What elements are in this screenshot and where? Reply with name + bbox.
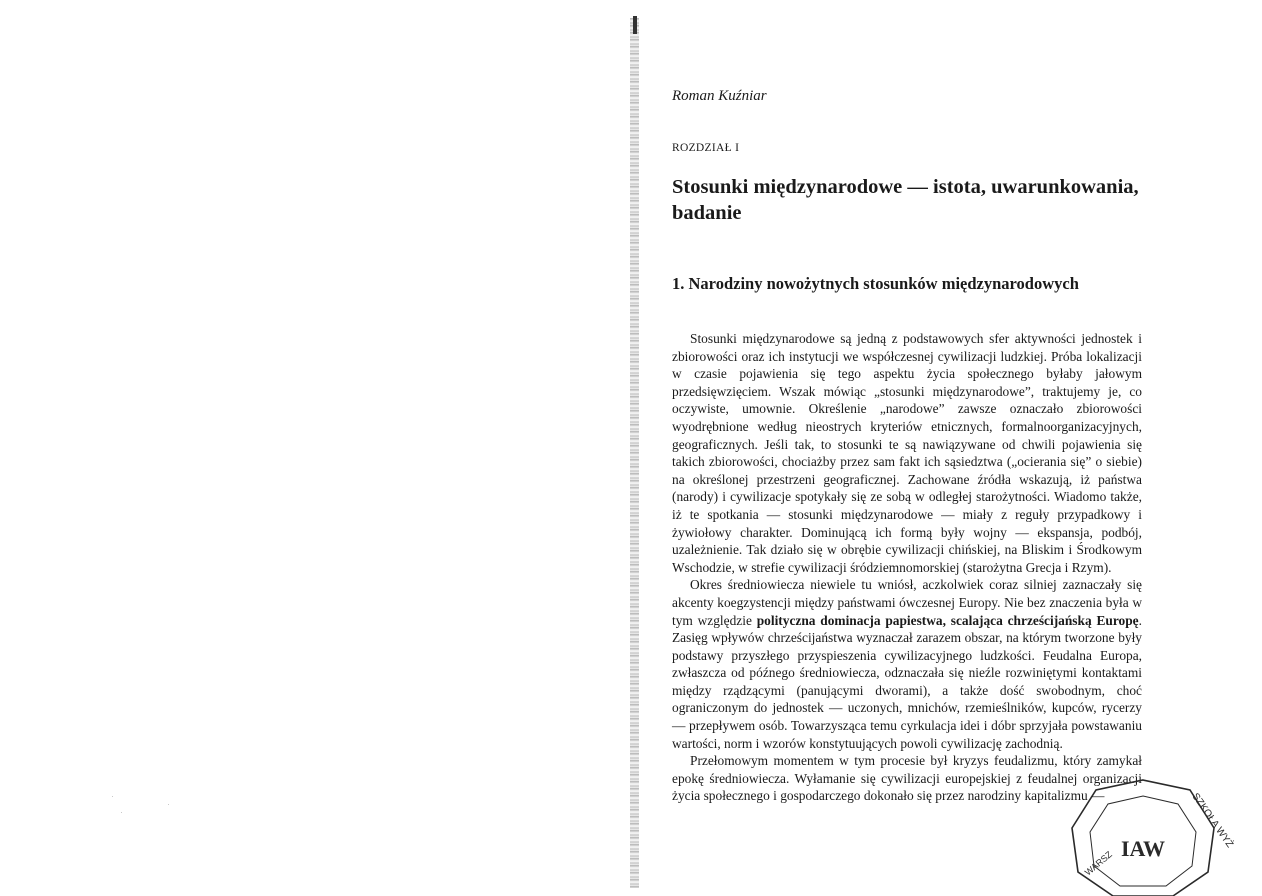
paragraph-3: Przełomowym momentem w tym procesie był kryzys feudalizmu, który zamykał epokę średniowiecza. Wyłamanie się cywilizacji europejskiej z feudalnej organizacji życia społecznego i gospodarczego dokonało się przez narodziny kapitalizmu — xyxy=(672,753,1142,804)
paragraph-1: Stosunki międzynarodowe są jedną z podstawowych sfer aktywności jednostek i zbiorowości oraz ich instytucji we współczesnej cywilizacji ludzkiej. Próba lokalizacji w czasie pojawienia się tego aspektu życia społecznego byłaby jałowym przedsięwzięciem. Wszak mówiąc „stosunki międzynarodowe”, traktujemy je, co oczywiste, umownie. Określenie „narodowe” zawsze oznaczało zbiorowości wyodrębnione według nieostrych kryteriów etnicznych, formalnoorganizacyjnych, geograficznych. Jeśli tak, to stosunki te są nawiązywane od chwili pojawienia się takich zbiorowości, chociażby przez sam fakt ich sąsiedztwa („ocierania się” o siebie) na określonej przestrzeni geograficznej. Zachowane źródła wskazują, iż państwa (narody) i cywilizacje spotykały się ze sobą w odległej starożytności. Wiadomo także, iż te spotkania — stosunki międzynarodowe — miały z reguły przypadkowy i żywiołowy charakter. Dominującą ich formą były wojny — ekspansja, podbój, uzależnienie. Tak działo się w obrębie cywilizacji chińskiej, na Bliskim i Środkowym Wschodzie, w strefie cywilizacji śródziemnomorskiej (starożytna Grecja i Rzym). xyxy=(672,331,1142,575)
chapter-label: ROZDZIAŁ I xyxy=(672,142,740,154)
section-title: 1. Narodziny nowożytnych stosunków międzynarodowych xyxy=(672,274,1079,293)
paper-speck xyxy=(112,796,113,797)
left-blank-page xyxy=(0,0,628,894)
paper-speck xyxy=(168,804,169,805)
chapter-title: Stosunki międzynarodowe — istota, uwarunkowania, badanie xyxy=(672,176,1139,224)
paragraph-2-start: Okres średniowiecza niewiele tu wniósł, aczkolwiek coraz silniej zaznaczały się akcenty koegzystencji między państwami ówczesnej Europy. Nie bez znaczenia była w tym względzie xyxy=(672,577,1142,628)
author-name: Roman Kuźniar xyxy=(672,88,767,104)
paragraph-2-end: . Zasięg wpływów chrześcijaństwa wyznaczał zarazem obszar, na którym tworzone były podstawy przyszłego przyspieszenia cywilizacyjnego ludzkości. Feudalna Europa, zwłaszcza od późnego średniowiecza, odznaczała się nieźle rozwiniętymi kontaktami między rządzącymi (panującymi dworami), a także dość swobodnym, choć ograniczonym do jednostek — uczonych, mnichów, rzemieślników, kupców, rycerzy — przepływem osób. Towarzysząca temu cyrkulacja idei i dóbr sprzyjała powstawaniu wartości, norm i wzorów konstytuujących powoli cywilizację zachodnią. xyxy=(672,612,1142,751)
paragraph-2 xyxy=(672,576,1142,752)
body-text xyxy=(672,330,1142,805)
library-stamp-icon xyxy=(1068,776,1236,896)
book-gutter-mark xyxy=(633,16,637,34)
stamp-top-text: SZKOŁA WYŻ xyxy=(1189,791,1236,850)
stamp-middle-text: IAW xyxy=(1120,836,1166,861)
paragraph-2-emphasis: polityczna dominacja papiestwa, scalająca chrześcijańską Europę xyxy=(756,612,1139,628)
book-gutter-shadow xyxy=(630,18,639,888)
paper-speck xyxy=(121,812,122,813)
stamp-bottom-text: WARSZ xyxy=(1082,849,1114,878)
right-text-page xyxy=(672,0,1142,894)
